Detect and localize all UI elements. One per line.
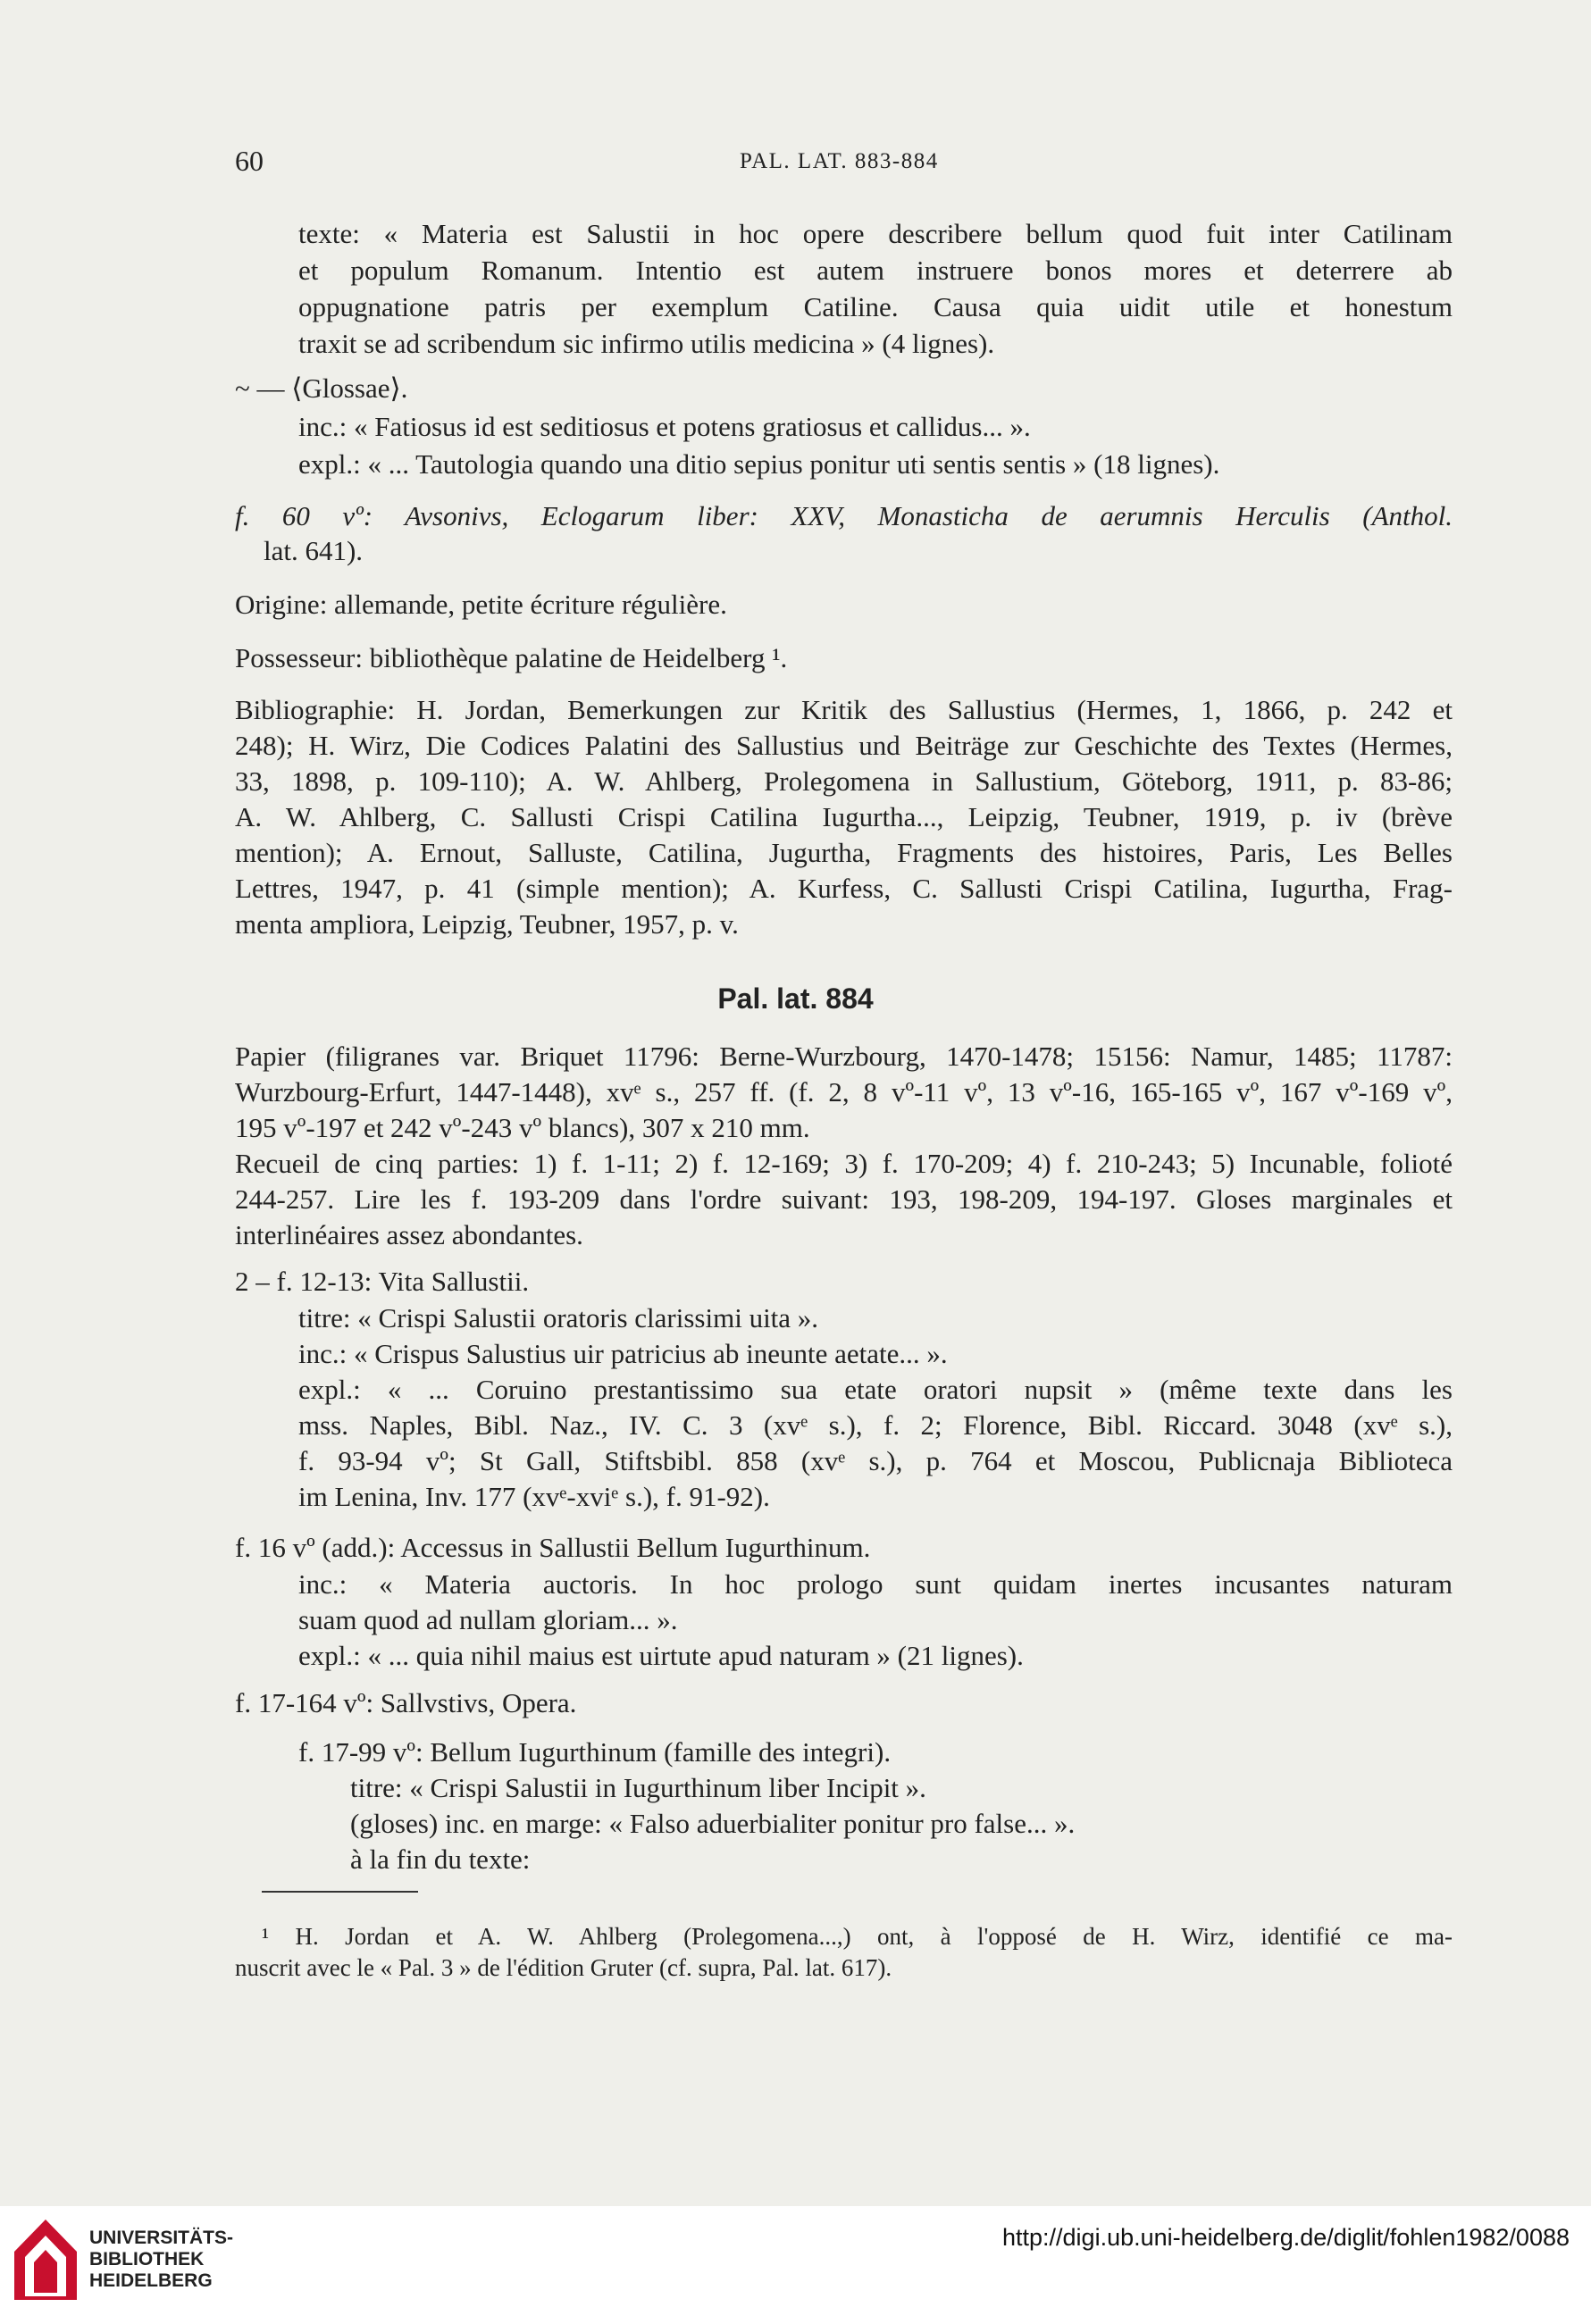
text-line: traxit se ad scribendum sic infirmo utilis medicina » (4 lignes). [298, 328, 995, 359]
section-heading: Pal. lat. 884 [717, 982, 874, 1015]
description-line: 244-257. Lire les f. 193-209 dans l'ordre suivant: 193, 198-209, 194-197. Gloses marginales et [235, 1183, 1453, 1215]
incipit-line: inc.: « Materia auctoris. In hoc prologo sunt quidam inertes incusantes naturam [298, 1568, 1453, 1600]
entry-heading: f. 17-99 vº: Bellum Iugurthinum (famille des integri). [298, 1736, 892, 1768]
footnote-rule [262, 1891, 418, 1893]
bibliography-line: Lettres, 1947, p. 41 (simple mention); A. Kurfess, C. Sallusti Crispi Catilina, Iugurtha, Frag- [235, 873, 1453, 904]
text-line: im Lenina, Inv. 177 (xvᵉ-xviᵉ s.), f. 91-92). [298, 1481, 770, 1512]
glossae-heading: ~ — ⟨Glossae⟩. [235, 372, 408, 404]
text-line: texte: « Materia est Salustii in hoc opere describere bellum quod fuit inter Catilinam [298, 218, 1453, 249]
possessor-line: Possesseur: bibliothèque palatine de Heidelberg ¹. [235, 642, 788, 673]
text-line: à la fin du texte: [350, 1843, 531, 1875]
bibliography-line: Bibliographie: H. Jordan, Bemerkungen zur Kritik des Sallustius (Hermes, 1, 1866, p. 242 et [235, 694, 1453, 725]
entry-heading: f. 17-164 vº: Sallvstivs, Opera. [235, 1687, 577, 1718]
incipit-line: inc.: « Crispus Salustius uir patricius ab ineunte aetate... ». [298, 1338, 948, 1369]
library-name [89, 2228, 233, 2292]
bibliography-line: A. W. Ahlberg, C. Sallusti Crispi Catilina Iugurtha..., Leipzig, Teubner, 1919, p. iv (brève [235, 801, 1453, 832]
origin-line: Origine: allemande, petite écriture régulière. [235, 589, 727, 620]
explicit-line: expl.: « ... quia nihil maius est uirtute apud naturam » (21 lignes). [298, 1640, 1024, 1671]
source-url-link[interactable]: http://digi.ub.uni-heidelberg.de/diglit/fohlen1982/0088 [1002, 2224, 1570, 2251]
titre-line: titre: « Crispi Salustii oratoris clarissimi uita ». [298, 1302, 819, 1333]
bibliography-line: mention); A. Ernout, Salluste, Catilina, Jugurtha, Fragments des histoires, Paris, Les Belles [235, 837, 1453, 868]
bibliography-line: 248); H. Wirz, Die Codices Palatini des Sallustius und Beiträge zur Geschichte des Textes (Hermes, [235, 730, 1453, 761]
description-line: Recueil de cinq parties: 1) f. 1-11; 2) f. 12-169; 3) f. 170-209; 4) f. 210-243; 5) Incunable, folioté [235, 1148, 1453, 1179]
description-line: Papier (filigranes var. Briquet 11796: Berne-Wurzbourg, 1470-1478; 15156: Namur, 1485; 11787: [235, 1041, 1453, 1072]
library-name-line: HEIDELBERG [89, 2270, 213, 2291]
text-line: f. 93-94 vº; St Gall, Stiftsbibl. 858 (xvᵉ s.), p. 764 et Moscou, Publicnaja Biblioteca [298, 1445, 1453, 1476]
text-line: suam quod ad nullam gloriam... ». [298, 1604, 678, 1635]
page-number: 60 [235, 145, 264, 177]
description-line: interlinéaires assez abondantes. [235, 1219, 583, 1250]
text-line: f. 60 vº: Avsonivs, Eclogarum liber: XXV, Monasticha de aerumnis Herculis (Anthol. [235, 500, 1453, 531]
explicit-line: expl.: « ... Coruino prestantissimo sua etate oratori nupsit » (même texte dans les [298, 1374, 1453, 1405]
description-line: 195 vº-197 et 242 vº-243 vº blancs), 307 x 210 mm. [235, 1112, 810, 1143]
incipit-line: inc.: « Fatiosus id est seditiosus et potens gratiosus et callidus... ». [298, 411, 1031, 442]
footnote-line: nuscrit avec le « Pal. 3 » de l'édition Gruter (cf. supra, Pal. lat. 617). [235, 1954, 892, 1981]
titre-line: titre: « Crispi Salustii in Iugurthinum liber Incipit ». [350, 1772, 926, 1803]
bibliography-line: 33, 1898, p. 109-110); A. W. Ahlberg, Prolegomena in Sallustium, Göteborg, 1911, p. 83-86; [235, 765, 1453, 797]
library-name-line: BIBLIOTHEK [89, 2249, 205, 2270]
library-name-line: UNIVERSITÄTS- [89, 2228, 234, 2248]
entry-heading: f. 16 vº (add.): Accessus in Sallustii Bellum Iugurthinum. [235, 1532, 871, 1563]
running-title: PAL. LAT. 883-884 [740, 149, 939, 173]
description-line: Wurzbourg-Erfurt, 1447-1448), xvᵉ s., 257 ff. (f. 2, 8 vº-11 vº, 13 vº-16, 165-165 vº, 167 vº-169 vº, [235, 1076, 1453, 1108]
bibliography-line: menta ampliora, Leipzig, Teubner, 1957, p. v. [235, 908, 739, 940]
footnote-line: ¹ H. Jordan et A. W. Ahlberg (Prolegomena...,) ont, à l'opposé de H. Wirz, identifié ce ma- [262, 1923, 1453, 1950]
text-line: oppugnatione patris per exemplum Catiline. Causa quia uidit utile et honestum [298, 291, 1453, 322]
library-logo-icon [11, 2216, 80, 2303]
text-line: et populum Romanum. Intentio est autem instruere bonos mores et deterrere ab [298, 255, 1453, 286]
text-line: lat. 641). [264, 535, 364, 566]
explicit-line: expl.: « ... Tautologia quando una ditio sepius ponitur uti sentis sentis » (18 lignes). [298, 448, 1220, 480]
gloss-line: (gloses) inc. en marge: « Falso aduerbialiter ponitur pro false... ». [350, 1808, 1076, 1839]
text-line: mss. Naples, Bibl. Naz., IV. C. 3 (xvᵉ s.), f. 2; Florence, Bibl. Riccard. 3048 (xvᵉ s.), [298, 1409, 1453, 1441]
part-heading: 2 – f. 12-13: Vita Sallustii. [235, 1266, 530, 1297]
